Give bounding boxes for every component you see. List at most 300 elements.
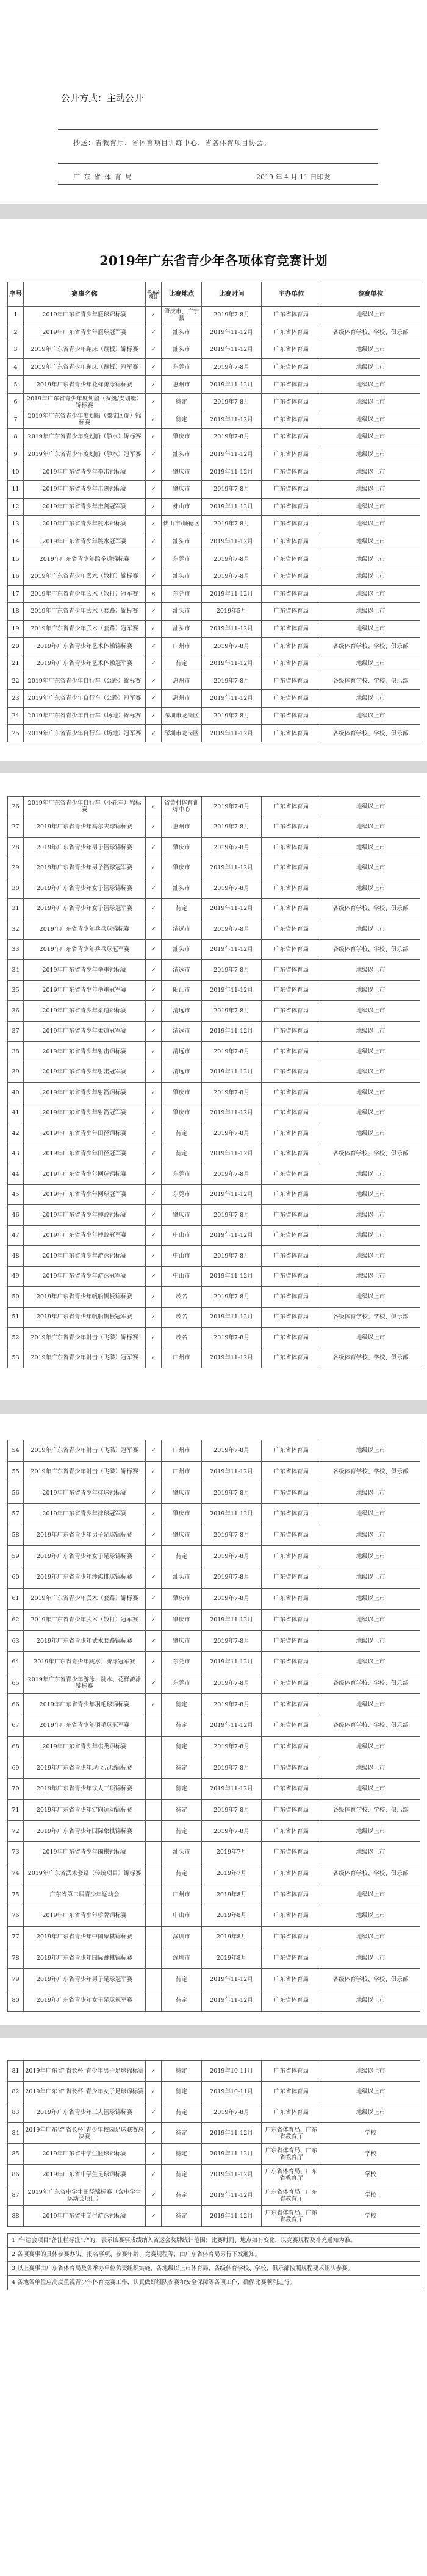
cell-no: 68 [8,1736,24,1757]
page-separator [0,761,427,773]
cell-host: 广东省体育局 [262,1225,321,1246]
cell-host: 广东省体育局 [262,960,321,981]
cell-place: 待定 [162,1123,202,1144]
cell-place: 肇庆市 [162,1205,202,1226]
cell-place: 佛山市 [162,498,202,516]
cell-mark: ✓ [146,2102,162,2123]
cell-part: 地级以上市 [321,620,420,638]
cell-host: 广东省体育局 [262,707,321,725]
cell-place: 汕头市 [162,939,202,960]
cell-name: 2019年广东省中学生田径锦标赛（含中学生运动会项目） [24,2185,146,2206]
cell-mark: ✓ [146,1328,162,1348]
cell-time: 2019年8月 [202,1926,262,1948]
column-header-games: 年运会项目 [146,282,162,307]
table-row [8,1246,420,1267]
cell-part: 地级以上市 [321,2061,420,2082]
cell-name: 2019年广东省青少年羽毛球冠军赛 [24,1715,146,1736]
cell-mark: ✓ [146,2082,162,2102]
cell-time: 2019年7-8月 [202,358,262,376]
cell-place: 深圳市龙岗区 [162,707,202,725]
cell-no: 54 [8,1440,24,1462]
cell-time: 2019年11-12月 [202,533,262,550]
cell-no: 25 [8,725,24,742]
cell-name: 2019年广东省青少年度划船（激流回旋）锦标赛 [24,411,146,429]
cell-part: 地级以上市 [321,358,420,376]
cell-time: 2019年7-8月 [202,878,262,899]
cell-no: 35 [8,980,24,1001]
cell-no: 75 [8,1884,24,1905]
document-title: 2019年广东省青少年各项体育竞赛计划 [99,253,328,268]
cell-name: 2019年广东省青少年击剑冠军赛 [24,498,146,516]
cell-mark: ✓ [146,707,162,725]
cell-part: 地级以上市 [321,1225,420,1246]
cell-part: 地级以上市 [321,1757,420,1779]
cell-no: 21 [8,655,24,672]
cell-mark: ✓ [146,1651,162,1673]
publication-mode: 公开方式：主动公开 [61,93,144,104]
table-row [8,1328,420,1348]
cell-host: 广东省体育局 [262,1546,321,1567]
cell-time: 2019年7-8月 [202,568,262,585]
table-row [8,2082,420,2102]
cell-host: 广东省体育局 [262,1736,321,1757]
table-row [8,463,420,481]
cell-mark: ✓ [146,1205,162,1226]
cell-mark: ✓ [146,307,162,324]
cell-mark: ✓ [146,1546,162,1567]
table-row [8,1631,420,1652]
cell-place: 待定 [162,393,202,411]
cell-time: 2019年7-8月 [202,1799,262,1821]
cell-no: 87 [8,2185,24,2206]
cell-host: 广东省体育局 [262,1328,321,1348]
cell-mark: ✓ [146,1567,162,1589]
cell-part: 地级以上市 [321,463,420,481]
cell-part: 学校 [321,2165,420,2185]
cell-part: 地级以上市 [321,2082,420,2102]
table-row [8,1001,420,1022]
cell-time: 2019年7-8月 [202,429,262,446]
cell-place: 东莞市 [162,1673,202,1694]
cell-name: 2019年广东省青少年度划船（静水）冠军赛 [24,446,146,463]
cell-part: 各级体育学校、学校、俱乐部 [321,1144,420,1164]
cell-mark: ✓ [146,341,162,359]
cell-no: 20 [8,638,24,655]
cell-name: 2019年广东省青少年武术（套路）锦标赛 [24,1588,146,1609]
table-row [8,2165,420,2185]
cell-mark: ✓ [146,1021,162,1042]
table-row [8,2102,420,2123]
cell-time: 2019年7-8月 [202,480,262,498]
cell-host: 广东省体育局 [262,898,321,919]
cell-host: 广东省体育局 [262,585,321,603]
cell-mark: ✓ [146,1504,162,1525]
cell-name: 广东省第二届青少年运动会 [24,1884,146,1905]
cell-mark [146,1905,162,1927]
table-row [8,620,420,638]
table-row [8,1348,420,1368]
cell-mark: ✓ [146,1525,162,1546]
cell-part: 各级体育学校、学校、俱乐部 [321,638,420,655]
cell-no: 42 [8,1123,24,1144]
cell-part: 地级以上市 [321,1736,420,1757]
cell-host: 广东省体育局 [262,1694,321,1715]
cell-place: 待定 [162,1546,202,1567]
cell-mark: ✓ [146,838,162,858]
cell-time: 2019年7-8月 [202,1631,262,1652]
cell-name: 2019年广东省青少年现代五项锦标赛 [24,1757,146,1779]
cell-part: 地级以上市 [321,585,420,603]
note-row [8,2248,420,2262]
cell-name: 2019年广东省青少年中国象棋锦标赛 [24,1926,146,1948]
cell-name: 2019年广东省青少年度划船（赛艇/皮划艇）锦标赛 [24,393,146,411]
cell-mark: ✓ [146,1062,162,1083]
cell-host: 广东省体育局 [262,463,321,481]
cell-time: 2019年11-12月 [202,585,262,603]
cell-host: 广东省体育局 [262,1588,321,1609]
cell-part: 地级以上市 [321,690,420,708]
table-row [8,725,420,742]
cell-part: 地级以上市 [321,1588,420,1609]
cell-no: 84 [8,2123,24,2144]
cell-place: 肇庆市 [162,1482,202,1504]
note-row [8,2262,420,2276]
cell-time: 2019年7-8月 [202,1588,262,1609]
table-row [8,1779,420,1800]
cell-name: 2019年广东省青少年围棋锦标赛 [24,1842,146,1863]
cell-place: 清远市 [162,1042,202,1062]
cell-name: 2019年广东省青少年武术（套路）冠军赛 [24,620,146,638]
cell-mark: ✓ [146,980,162,1001]
cell-no: 14 [8,533,24,550]
cell-time: 2019年7月 [202,1842,262,1863]
cell-host: 广东省体育局 [262,568,321,585]
cell-part: 地级以上市 [321,858,420,878]
cell-host: 广东省体育局 [262,1525,321,1546]
table-row [8,1757,420,1779]
cell-time: 2019年11-12月 [202,980,262,1001]
cell-part: 各级体育学校、学校、俱乐部 [321,1799,420,1821]
cell-time: 2019年8月 [202,1948,262,1969]
cell-mark: ✓ [146,1266,162,1287]
document-header-page [0,0,427,201]
cell-part: 地级以上市 [321,1884,420,1905]
cell-part: 地级以上市 [321,341,420,359]
cell-place: 待定 [162,1821,202,1842]
cell-host: 广东省体育局 [262,1969,321,1990]
cell-name: 2019年广东省青少年国际象棋锦标赛 [24,1821,146,1842]
cell-part: 地级以上市 [321,1694,420,1715]
note-row [8,2276,420,2290]
cell-no: 53 [8,1348,24,1368]
cell-no: 83 [8,2102,24,2123]
cell-name: 2019年广东省"省长杯"青少年男子足球锦标赛 [24,2061,146,2082]
cell-mark: ✓ [146,2206,162,2227]
cell-no: 17 [8,585,24,603]
cell-part: 地级以上市 [321,1266,420,1287]
cell-place: 待定 [162,2102,202,2123]
cell-mark: ✓ [146,1103,162,1123]
cell-no: 8 [8,429,24,446]
cell-no: 52 [8,1328,24,1348]
cell-host: 广东省体育局 [262,1440,321,1462]
table-row [8,341,420,359]
cell-name: 2019年广东省青少年举重冠军赛 [24,980,146,1001]
cell-mark [146,1736,162,1757]
cell-part: 地级以上市 [321,919,420,940]
cell-place: 清远市 [162,960,202,981]
cell-mark: ✓ [146,1440,162,1462]
cell-part: 各级体育学校、学校、俱乐部 [321,1461,420,1482]
cell-place: 汕头市 [162,568,202,585]
table-row [8,1461,420,1482]
cell-place: 中山市 [162,1246,202,1267]
cell-place: 肇庆市 [162,1588,202,1609]
cell-host: 广东省体育局 [262,2102,321,2123]
cell-part: 地级以上市 [321,1842,420,1863]
table-row [8,1715,420,1736]
table-row [8,797,420,817]
cell-mark: ✓ [146,1588,162,1609]
cell-place: 待定 [162,1863,202,1884]
cell-name: 2019年广东省青少年艺术体操冠军赛 [24,655,146,672]
cell-no: 73 [8,1842,24,1863]
cell-name: 2019年广东省中学生游泳锦标赛 [24,2206,146,2227]
cell-place: 肇庆市 [162,1504,202,1525]
cell-mark: ✓ [146,1694,162,1715]
cell-part: 地级以上市 [321,376,420,394]
cell-name: 2019年广东省"省长杯"青少年女子足球锦标赛 [24,2082,146,2102]
cell-mark: ✓ [146,1083,162,1103]
cell-time: 2019年7-8月 [202,1567,262,1589]
cell-name: 2019年广东省青少年射击（飞碟）冠军赛 [24,1440,146,1462]
cell-place: 待定 [162,655,202,672]
cell-time: 2019年11-12月 [202,2185,262,2206]
cell-part: 地级以上市 [321,1042,420,1062]
cell-place: 汕头市 [162,878,202,899]
cell-place: 汕头市 [162,324,202,341]
issue-date: 2019 年 4 月 11 日印发 [256,173,331,181]
cell-no: 16 [8,568,24,585]
cell-name: 2019年广东省青少年桥牌锦标赛 [24,1905,146,1927]
cell-host: 广东省体育局 [262,690,321,708]
cell-time: 2019年11-12月 [202,725,262,742]
cell-host: 广东省体育局 [262,1799,321,1821]
cell-mark: ✓ [146,1225,162,1246]
cell-place: 待定 [162,1779,202,1800]
cell-no: 32 [8,919,24,940]
table-row [8,672,420,690]
cell-no: 62 [8,1609,24,1631]
cell-name: 2019年广东省青少年柔道冠军赛 [24,1021,146,1042]
cell-name: 2019年广东省青少年蹦床（蹦板）锦标赛 [24,341,146,359]
cell-host: 广东省体育局 [262,1144,321,1164]
table-row [8,655,420,672]
table-row [8,1440,420,1462]
cell-no: 88 [8,2206,24,2227]
cell-place: 肇庆市 [162,1083,202,1103]
cell-no: 44 [8,1164,24,1185]
cell-mark: ✓ [146,550,162,568]
cell-name: 2019年广东省青少年自行车（场地）锦标赛 [24,707,146,725]
cell-no: 57 [8,1504,24,1525]
cell-time: 2019年7-8月 [202,1123,262,1144]
cell-host: 广东省体育局、广东省教育厅 [262,2185,321,2206]
cell-time: 2019年11-12月 [202,1348,262,1368]
cell-name: 2019年广东省青少年田径冠军赛 [24,1144,146,1164]
table-row [8,1842,420,1863]
cell-name: 2019年广东省中学生足球锦标赛 [24,2165,146,2185]
cell-time: 2019年7-8月 [202,1083,262,1103]
cell-time: 2019年11-12月 [202,690,262,708]
cell-no: 4 [8,358,24,376]
cell-time: 2019年11-12月 [202,1990,262,2011]
cell-place: 肇庆市、广宁县 [162,307,202,324]
cell-host: 广东省体育局 [262,533,321,550]
cell-time: 2019年11-12月 [202,1225,262,1246]
cell-part: 地级以上市 [321,1246,420,1267]
cell-time: 2019年7-8月 [202,1205,262,1226]
cell-place: 汕头市 [162,341,202,359]
cell-name: 2019年广东省青少年武术（散打）冠军赛 [24,1609,146,1631]
cell-no: 46 [8,1205,24,1226]
cell-time: 2019年7-8月 [202,797,262,817]
cell-time: 2019年7-8月 [202,1482,262,1504]
cell-mark: ✓ [146,1348,162,1368]
cell-time: 2019年11-12月 [202,1266,262,1287]
cell-no: 80 [8,1990,24,2011]
table-row [8,1546,420,1567]
cell-name: 2019年广东省青少年排球冠军赛 [24,1504,146,1525]
table-row [8,429,420,446]
cell-no: 29 [8,858,24,878]
table-row [8,1694,420,1715]
cell-host: 广东省体育局 [262,797,321,817]
table-row [8,1164,420,1185]
cell-place: 茂名 [162,1287,202,1308]
column-header-host: 主办单位 [262,282,321,307]
cell-host: 广东省体育局 [262,1757,321,1779]
cell-place: 惠州市 [162,376,202,394]
cell-no: 23 [8,690,24,708]
cell-place: 广州市 [162,1440,202,1462]
table-row [8,307,420,324]
table-row [8,358,420,376]
cell-no: 51 [8,1307,24,1328]
notes-table [7,2233,420,2290]
cell-mark: ✓ [146,960,162,981]
cell-name: 2019年广东省青少年跳水锦标赛 [24,516,146,533]
cell-place: 茂名 [162,1328,202,1348]
cell-time: 2019年10-11月 [202,2082,262,2102]
cell-name: 2019年广东省青少年女子足球锦标赛 [24,1546,146,1567]
cell-mark: ✓ [146,1482,162,1504]
cell-name: 2019年广东省青少年自行车（公路）冠军赛 [24,690,146,708]
cell-mark: ✓ [146,1123,162,1144]
note-text: 3.以上赛事由广东省体育局及各承办单位负责组织实施，各地级以上市体育局、各级体育学校、学校、俱乐部按照规程要求组队参赛。 [8,2262,420,2276]
cell-place: 中山市 [162,1266,202,1287]
cell-time: 2019年7-8月 [202,1525,262,1546]
cell-host: 广东省体育局 [262,2061,321,2082]
middle-rule [58,163,378,164]
cell-time: 2019年8月 [202,1905,262,1927]
cell-part: 地级以上市 [321,480,420,498]
cell-no: 10 [8,463,24,481]
table-row [8,1525,420,1546]
cell-mark: ✓ [146,725,162,742]
cell-mark: ✓ [146,1164,162,1185]
cell-place: 肇庆市 [162,858,202,878]
cell-part: 地级以上市 [321,838,420,858]
cell-place: 肇庆市 [162,1103,202,1123]
cell-mark [146,1715,162,1736]
cell-no: 28 [8,838,24,858]
cell-part: 地级以上市 [321,1123,420,1144]
cell-time: 2019年11-12月 [202,1103,262,1123]
cell-time: 2019年11-12月 [202,1461,262,1482]
cell-place: 待定 [162,898,202,919]
cell-time: 2019年7-8月 [202,1001,262,1022]
cell-time: 2019年7-8月 [202,1042,262,1062]
table-row [8,2144,420,2165]
cell-mark [146,1821,162,1842]
cell-part: 地级以上市 [321,878,420,899]
cell-part: 各级体育学校、学校、俱乐部 [321,1715,420,1736]
cell-name: 2019年广东省青少年武术（散打）锦标赛 [24,568,146,585]
cell-no: 70 [8,1779,24,1800]
schedule-table-4 [7,2060,420,2227]
cell-place: 广州市 [162,1461,202,1482]
cell-part: 学校 [321,2144,420,2165]
cell-place: 待定 [162,2206,202,2227]
cell-part: 地级以上市 [321,1062,420,1083]
cell-no: 26 [8,797,24,817]
cell-name: 2019年广东省青少年射击（飞碟）冠军赛 [24,1348,146,1368]
cell-time: 2019年7-8月 [202,307,262,324]
cell-host: 广东省体育局 [262,1083,321,1103]
cell-host: 广东省体育局 [262,1609,321,1631]
cell-no: 61 [8,1588,24,1609]
cell-place: 汕头市 [162,1567,202,1589]
cell-place: 清远市 [162,1001,202,1022]
cell-no: 22 [8,672,24,690]
cell-name: 2019年广东省青少年游泳冠军赛 [24,1266,146,1287]
cell-mark: ✓ [146,376,162,394]
cell-place: 东莞市 [162,1184,202,1205]
cell-host: 广东省体育局 [262,620,321,638]
cell-host: 广东省体育局 [262,725,321,742]
cell-place: 清远市 [162,919,202,940]
cell-part: 地级以上市 [321,1609,420,1631]
cell-mark: ✓ [146,498,162,516]
cell-name: 2019年广东省青少年跆拳道锦标赛 [24,550,146,568]
cell-part: 各级体育学校、学校、俱乐部 [321,1307,420,1328]
schedule-table-2 [7,796,420,1368]
table-row [8,1504,420,1525]
cell-name: 2019年广东省青少年举重锦标赛 [24,960,146,981]
cell-name: 2019年广东省青少年乒乓球冠军赛 [24,939,146,960]
table-row [8,1567,420,1589]
cell-place: 深圳市 [162,1948,202,1969]
cell-host: 广东省体育局 [262,1184,321,1205]
cell-part: 地级以上市 [321,960,420,981]
cell-place: 待定 [162,1715,202,1736]
cell-part: 地级以上市 [321,1821,420,1842]
cell-name: 2019年广东省青少年射击（飞碟）锦标赛 [24,1328,146,1348]
cell-time: 2019年11-12月 [202,1504,262,1525]
cell-time: 2019年7-8月 [202,393,262,411]
table-row [8,858,420,878]
